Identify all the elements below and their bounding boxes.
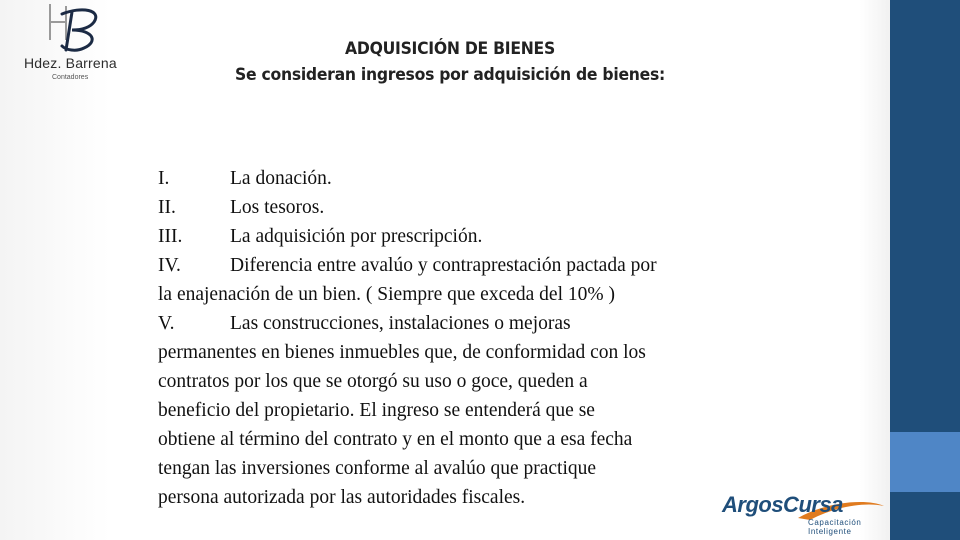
list-item: [158, 193, 768, 222]
list-item-text: La adquisición por prescripción.: [230, 226, 483, 247]
logo-monogram-icon: [32, 0, 112, 58]
list-item-continuation: [158, 396, 768, 425]
title-line-2: Se consideran ingresos por adquisición de bienes:: [235, 65, 665, 85]
list-item: [158, 251, 768, 280]
list-item-text: contratos por los que se otorgó su uso o goce, queden a: [158, 371, 588, 392]
slide-title: [150, 36, 750, 88]
list-item-text: La donación.: [230, 168, 332, 189]
list-item-text: tengan las inversiones conforme al avalúo que practique: [158, 458, 597, 479]
list-item-continuation: [158, 367, 768, 396]
list-item-continuation: [158, 280, 768, 309]
list-item: [158, 309, 768, 338]
sponsor-tagline: Capacitación Inteligente: [808, 518, 862, 536]
list-item-continuation: [158, 338, 768, 367]
title-line-1: ADQUISICIÓN DE BIENES: [345, 39, 555, 59]
list-item-number: III.: [158, 226, 183, 247]
list-item-number: V.: [158, 313, 175, 334]
list-item-text: permanentes en bienes inmuebles que, de conformidad con los: [158, 342, 646, 363]
logo-subtitle: Contadores: [52, 74, 89, 81]
list-item-text: Las construcciones, instalaciones o mejoras: [230, 313, 571, 334]
list-item-continuation: [158, 454, 768, 483]
company-logo: [22, 0, 132, 95]
list-item-text: persona autorizada por las autoridades fiscales.: [158, 487, 526, 508]
list-item: [158, 164, 768, 193]
right-side-bar-accent: [890, 432, 960, 492]
logo-name: Hdez. Barrena: [24, 55, 117, 71]
sponsor-logo: [722, 492, 888, 538]
body-list: [158, 164, 768, 512]
list-item: [158, 222, 768, 251]
list-item-text: beneficio del propietario. El ingreso se entenderá que se: [158, 400, 595, 421]
list-item-text: la enajenación de un bien. ( Siempre que exceda del 10% ): [158, 284, 615, 305]
list-item-number: IV.: [158, 255, 181, 276]
sponsor-name: ArgosCursa: [722, 492, 843, 517]
list-item-text: obtiene al término del contrato y en el monto que a esa fecha: [158, 429, 633, 450]
list-item-continuation: [158, 483, 768, 512]
list-item-number: I.: [158, 168, 170, 189]
list-item-continuation: [158, 425, 768, 454]
list-item-text: Diferencia entre avalúo y contraprestación pactada por: [230, 255, 657, 276]
list-item-number: II.: [158, 197, 176, 218]
list-item-text: Los tesoros.: [230, 197, 325, 218]
